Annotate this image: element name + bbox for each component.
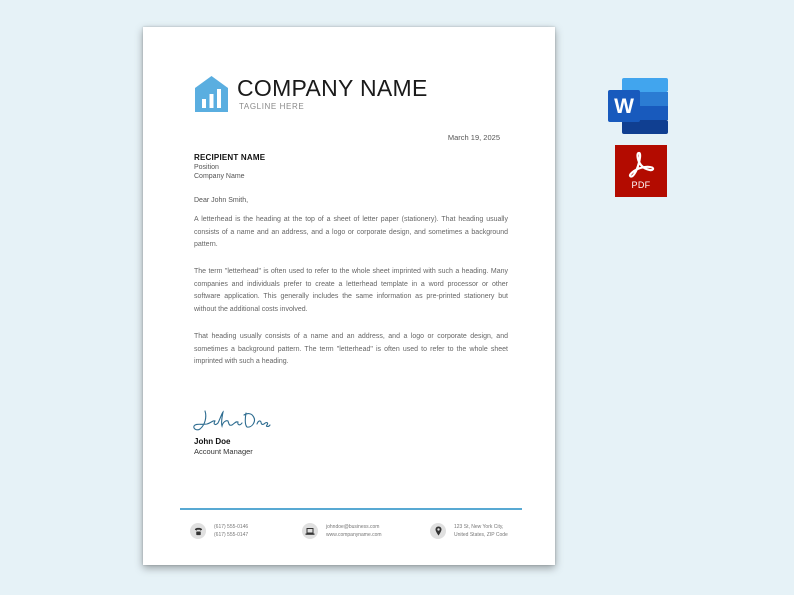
company-tagline: TAGLINE HERE	[239, 102, 305, 111]
recipient-company: Company Name	[194, 173, 245, 180]
address-line-2: United States, ZIP Code	[454, 532, 508, 538]
signer-name: John Doe	[194, 437, 231, 446]
phone-line-1: (617) 555-0146	[214, 524, 249, 530]
letterhead-page	[143, 27, 555, 565]
footer-phone	[190, 523, 248, 539]
website-url: www.companyname.com	[326, 532, 382, 538]
letter-date: March 19, 2025	[447, 133, 500, 142]
company-name: COMPANY NAME	[237, 75, 428, 101]
footer-divider	[180, 508, 522, 510]
adobe-pdf-icon	[615, 145, 667, 197]
acrobat-symbol-icon	[615, 145, 667, 179]
footer-web	[302, 523, 382, 539]
body-paragraph-3: That heading usually consists of a name and an address, and a logo or corporate design, and sometimes a background pattern. The term "letterhead" is often used to refer to the whole sheet imprinted with such a heading.	[194, 333, 508, 366]
microsoft-word-icon	[608, 78, 668, 134]
building-chart-icon	[194, 75, 229, 113]
recipient-name: RECIPIENT NAME	[194, 153, 266, 162]
svg-text:W: W	[614, 95, 634, 118]
email-address: johndoe@business.com	[326, 524, 380, 530]
recipient-block	[194, 153, 265, 181]
greeting: Dear John Smith,	[194, 197, 249, 204]
laptop-icon	[302, 523, 318, 539]
recipient-position: Position	[194, 164, 219, 171]
handwritten-signature	[191, 407, 271, 435]
phone-icon	[190, 523, 206, 539]
body-paragraph-1: A letterhead is the heading at the top of a sheet of letter paper (stationery). That heading usually consists of a name and an address, and a logo or corporate design, and sometimes a background pattern.	[194, 216, 508, 249]
location-pin-icon	[430, 523, 446, 539]
body-paragraph-2: The term "letterhead" is often used to refer to the whole sheet imprinted with such a heading. Many companies and individuals prefer to create a letterhead template in a word processor or other software application. This generally includes the same information as pre-printed stationery but without the additional costs involved.	[194, 268, 508, 313]
signer-title: Account Manager	[194, 447, 253, 456]
phone-line-2: (617) 555-0147	[214, 532, 249, 538]
pdf-label: PDF	[631, 180, 651, 190]
address-line-1: 123 St, New York City,	[454, 524, 504, 530]
footer-address	[430, 523, 508, 539]
